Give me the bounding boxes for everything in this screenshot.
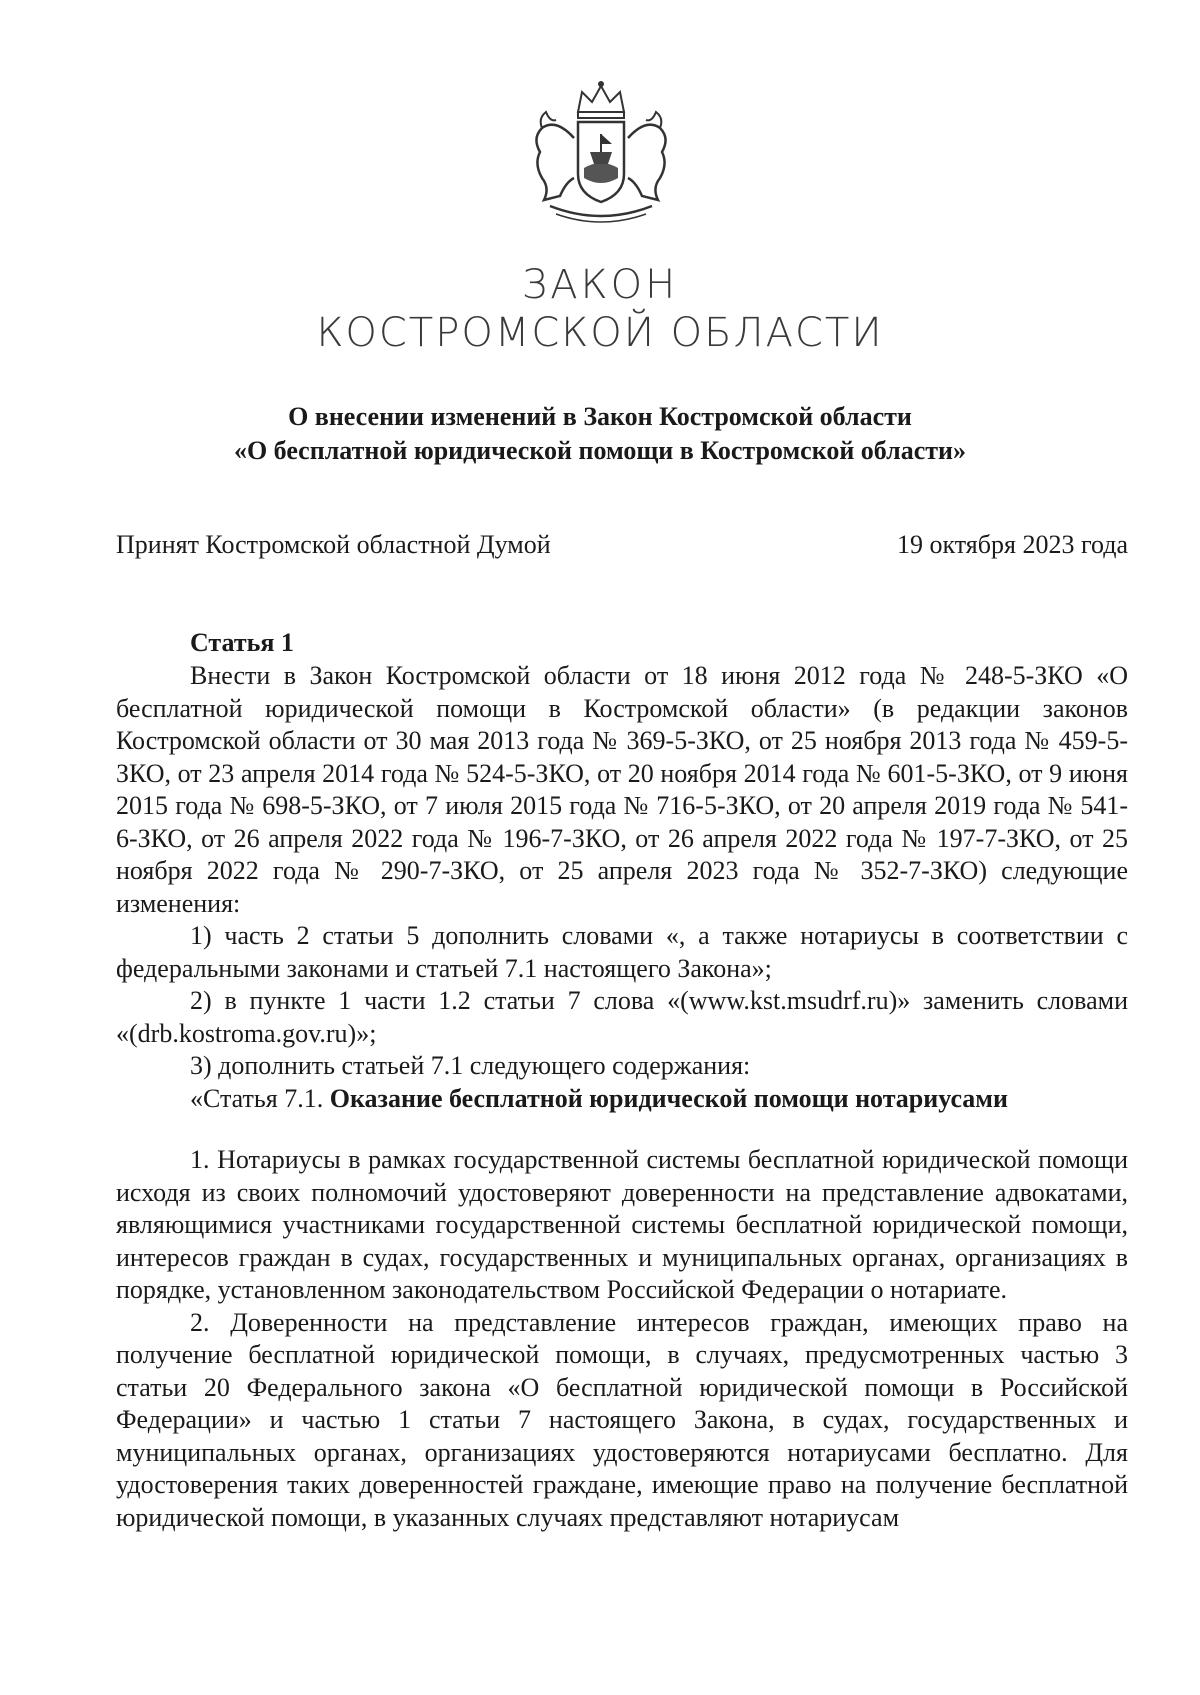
- article-7-1-body: [116, 1144, 1128, 1534]
- article-1-title: Статья 1: [190, 628, 294, 657]
- adoption-line: [116, 530, 1128, 560]
- article-7-1-heading: [116, 1083, 1128, 1116]
- article-7-1-para-1: 1. Нотариусы в рамках государственной системы бесплатной юридической помощи исходя из своих полномочий удостоверяют доверенности на представление адвокатами, являющимися участниками государственной системы бесплатной юридической помощи, интересов граждан в судах, государственных и муниципальных органах, организациях в порядке, установленном законодательством Российской Федерации о нотариате.: [116, 1145, 1128, 1304]
- law-heading-line2: «О бесплатной юридической помощи в Костромской области»: [233, 436, 967, 465]
- law-title-line1: ЗАКОН: [521, 262, 679, 308]
- article-1-intro: Внести в Закон Костромской области от 18 июня 2012 года № 248-5-ЗКО «О бесплатной юридической помощи в Костромской области» (в редакции законов Костромской области от 30 мая 2013 года № 369-5-ЗКО, от 25 ноября 2013 года № 459-5-ЗКО, от 23 апреля 2014 года № 524-5-ЗКО, от 20 ноября 2014 года № 601-5-ЗКО, от 9 июня 2015 года № 698-5-ЗКО, от 7 июля 2015 года № 716-5-ЗКО, от 20 апреля 2019 года № 541-6-ЗКО, от 26 апреля 2022 года № 196-7-ЗКО, от 26 апреля 2022 года № 197-7-ЗКО, от 25 ноября 2022 года № 290-7-ЗКО, от 25 апреля 2023 года № 352-7-ЗКО) следующие изменения:: [116, 661, 1128, 918]
- article-7-1-title: Оказание бесплатной юридической помощи нотариусами: [329, 1083, 1008, 1113]
- adoption-date: 19 октября 2023 года: [897, 530, 1128, 559]
- article-1-item-1: 1) часть 2 статьи 5 дополнить словами «, а также нотариусы в соответствии с федеральными законами и статьей 7.1 настоящего Закона»;: [116, 921, 1128, 983]
- article-7-1-prefix: «Статья 7.1.: [190, 1083, 324, 1113]
- article-1-body: [116, 660, 1128, 1115]
- law-heading-line1: О внесении изменений в Закон Костромской области: [288, 402, 912, 431]
- article-1-item-2: 2) в пункте 1 части 1.2 статьи 7 слова «(www.kst.msudrf.ru)» заменить словами «(drb.kostroma.gov.ru)»;: [116, 986, 1128, 1048]
- article-7-1-para-2: 2. Доверенности на представление интересов граждан, имеющих право на получение бесплатной юридической помощи, в случаях, предусмотренных частью 3 статьи 20 Федерального закона «О бесплатной юридической помощи в Российской Федерации» и частью 1 статьи 7 настоящего Закона, в судах, государственных и муниципальных органах, организациях удостоверяются нотариусами бесплатно. Для удостоверения таких доверенностей граждане, имеющие право на получение бесплатной юридической помощи, в указанных случаях представляют нотариусам: [116, 1307, 1128, 1532]
- article-1-item-3: 3) дополнить статьей 7.1 следующего содержания:: [190, 1051, 751, 1080]
- law-title-line2: КОСТРОМСКОЙ ОБЛАСТИ: [316, 310, 884, 356]
- coat-of-arms-emblem: [520, 78, 682, 228]
- adopted-by: Принят Костромской областной Думой: [116, 530, 551, 559]
